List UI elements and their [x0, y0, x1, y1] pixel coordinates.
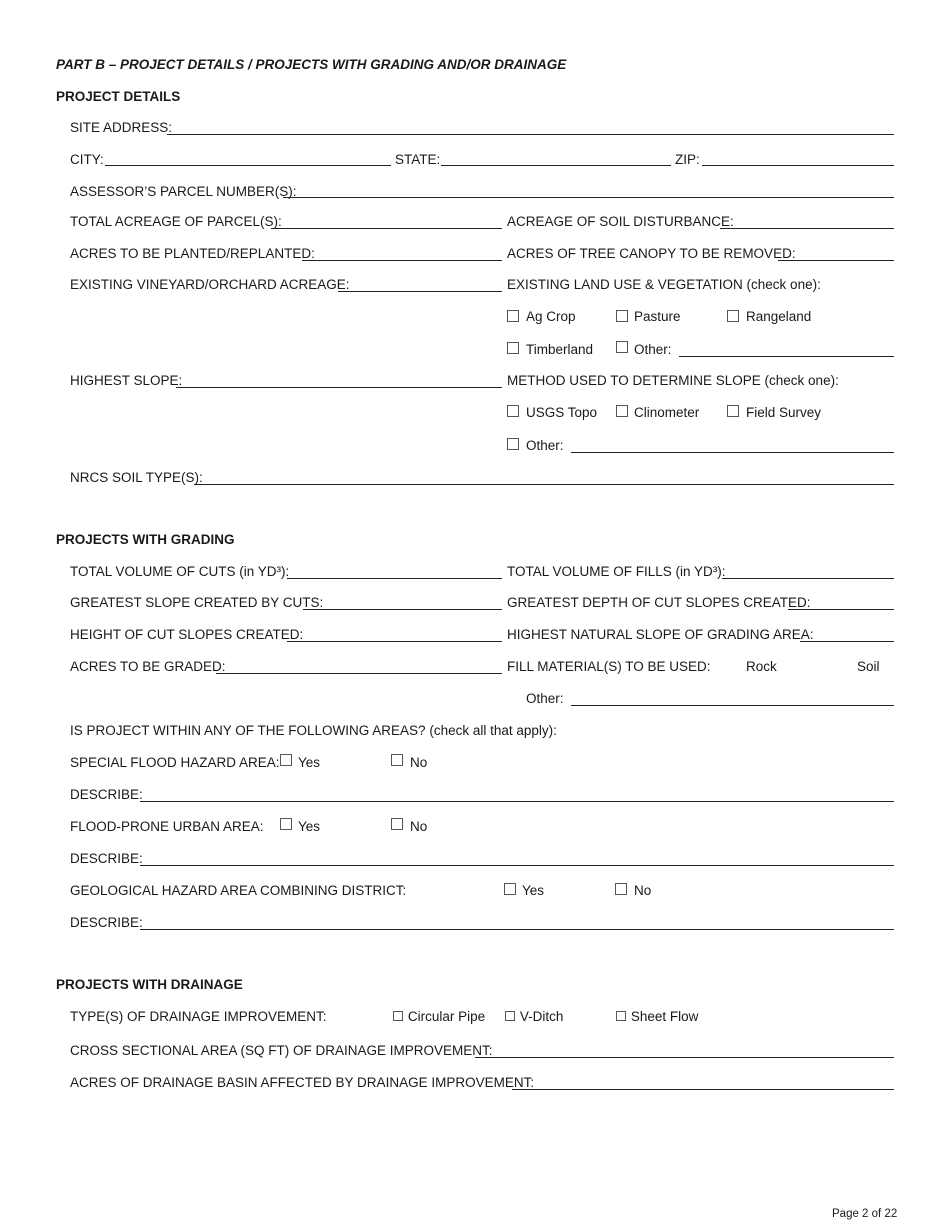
geo-hazard-describe-field[interactable] [140, 929, 894, 930]
slope-other-field[interactable] [571, 452, 894, 453]
highest-slope-label: HIGHEST SLOPE: [70, 373, 183, 388]
usgs-topo-checkbox[interactable] [507, 405, 519, 417]
flood-hazard-label: SPECIAL FLOOD HAZARD AREA: [70, 755, 280, 770]
flood-hazard-describe-label: DESCRIBE: [70, 787, 143, 802]
section-heading-drainage: PROJECTS WITH DRAINAGE [56, 977, 243, 992]
flood-urban-yes-label: Yes [298, 819, 321, 834]
soil-type-label: NRCS SOIL TYPE(S): [70, 470, 203, 485]
section-heading-grading: PROJECTS WITH GRADING [56, 532, 235, 547]
tree-canopy-label: ACRES OF TREE CANOPY TO BE REMOVED: [507, 246, 796, 261]
flood-hazard-no-checkbox[interactable] [391, 754, 403, 766]
ag-crop-label: Ag Crop [526, 309, 576, 324]
geo-hazard-no-checkbox[interactable] [615, 883, 627, 895]
greatest-slope-field[interactable] [303, 609, 502, 610]
sheet-flow-option[interactable]: ☐ Sheet Flow [615, 1009, 699, 1024]
fill-soil-option[interactable]: Soil [857, 659, 880, 674]
timberland-label: Timberland [526, 342, 594, 357]
rangeland-checkbox[interactable] [727, 310, 739, 322]
state-field[interactable] [441, 165, 671, 166]
greatest-depth-field[interactable] [788, 609, 894, 610]
tree-canopy-field[interactable] [778, 260, 894, 261]
slope-other-label: Other: [526, 438, 564, 453]
acres-graded-label: ACRES TO BE GRADED: [70, 659, 226, 674]
fill-other-label: Other: [526, 691, 564, 706]
timberland-checkbox[interactable] [507, 342, 519, 354]
cuts-volume-label: TOTAL VOLUME OF CUTS (in YD³): [70, 564, 290, 579]
highest-natural-label: HIGHEST NATURAL SLOPE OF GRADING AREA: [507, 627, 814, 642]
vineyard-label: EXISTING VINEYARD/ORCHARD ACREAGE: [70, 277, 350, 292]
acres-graded-field[interactable] [216, 673, 502, 674]
fill-other-field[interactable] [571, 705, 894, 706]
field-survey-checkbox[interactable] [727, 405, 739, 417]
geo-hazard-label: GEOLOGICAL HAZARD AREA COMBINING DISTRICT: [70, 883, 407, 898]
land-use-other-checkbox[interactable] [616, 341, 628, 353]
geo-hazard-yes-checkbox[interactable] [504, 883, 516, 895]
acres-basin-field[interactable] [512, 1089, 894, 1090]
acres-planted-label: ACRES TO BE PLANTED/REPLANTED: [70, 246, 315, 261]
cross-section-label: CROSS SECTIONAL AREA (SQ FT) OF DRAINAGE IMPROVEMENT: [70, 1043, 493, 1058]
field-survey-label: Field Survey [746, 405, 822, 420]
soil-disturbance-label: ACREAGE OF SOIL DISTURBANCE: [507, 214, 734, 229]
v-ditch-option[interactable]: ☐ V-Ditch [504, 1009, 564, 1024]
apn-label: ASSESSOR’S PARCEL NUMBER(S): [70, 184, 297, 199]
soil-disturbance-field[interactable] [720, 228, 894, 229]
flood-urban-yes-checkbox[interactable] [280, 818, 292, 830]
section-heading-project-details: PROJECT DETAILS [56, 89, 181, 104]
zip-field[interactable] [702, 165, 894, 166]
pasture-checkbox[interactable] [616, 310, 628, 322]
pasture-label: Pasture [634, 309, 681, 324]
ag-crop-checkbox[interactable] [507, 310, 519, 322]
fill-material-label: FILL MATERIAL(S) TO BE USED: [507, 659, 711, 674]
flood-urban-describe-label: DESCRIBE: [70, 851, 143, 866]
fills-volume-label: TOTAL VOLUME OF FILLS (in YD³): [507, 564, 726, 579]
greatest-depth-label: GREATEST DEPTH OF CUT SLOPES CREATED: [507, 595, 811, 610]
flood-urban-label: FLOOD-PRONE URBAN AREA: [70, 819, 264, 834]
slope-method-label: METHOD USED TO DETERMINE SLOPE (check one): [507, 373, 839, 388]
flood-hazard-yes-label: Yes [298, 755, 321, 770]
drainage-types-label: TYPE(S) OF DRAINAGE IMPROVEMENT: [70, 1009, 327, 1024]
site-address-label: SITE ADDRESS: [70, 120, 173, 135]
rangeland-label: Rangeland [746, 309, 812, 324]
vineyard-field[interactable] [338, 291, 502, 292]
land-use-other-label: Other: [634, 342, 672, 357]
flood-urban-no-checkbox[interactable] [391, 818, 403, 830]
page-title: PART B – PROJECT DETAILS / PROJECTS WITH GRADING AND/OR DRAINAGE [56, 57, 567, 72]
highest-natural-field[interactable] [800, 641, 894, 642]
total-acreage-label: TOTAL ACREAGE OF PARCEL(S): [70, 214, 282, 229]
cuts-volume-field[interactable] [287, 578, 502, 579]
land-use-label: EXISTING LAND USE & VEGETATION (check one): [507, 277, 821, 292]
areas-question: IS PROJECT WITHIN ANY OF THE FOLLOWING AREAS? (check all that apply): [70, 723, 557, 738]
flood-urban-describe-field[interactable] [140, 865, 894, 866]
acres-basin-label: ACRES OF DRAINAGE BASIN AFFECTED BY DRAINAGE IMPROVEMENT: [70, 1075, 535, 1090]
apn-field[interactable] [283, 197, 894, 198]
total-acreage-field[interactable] [271, 228, 502, 229]
cross-section-field[interactable] [475, 1057, 894, 1058]
land-use-other-field[interactable] [679, 356, 894, 357]
height-cut-label: HEIGHT OF CUT SLOPES CREATED: [70, 627, 304, 642]
slope-other-checkbox[interactable] [507, 438, 519, 450]
flood-urban-no-label: No [410, 819, 428, 834]
flood-hazard-yes-checkbox[interactable] [280, 754, 292, 766]
soil-type-field[interactable] [194, 484, 894, 485]
fill-rock-option[interactable]: Rock [746, 659, 777, 674]
usgs-topo-label: USGS Topo [526, 405, 598, 420]
greatest-slope-label: GREATEST SLOPE CREATED BY CUTS: [70, 595, 324, 610]
city-label: CITY: [70, 152, 104, 167]
highest-slope-field[interactable] [176, 387, 502, 388]
state-label: STATE: [395, 152, 441, 167]
clinometer-checkbox[interactable] [616, 405, 628, 417]
circular-pipe-option[interactable]: ☐ Circular Pipe [392, 1009, 486, 1024]
page-number: Page 2 of 22 [832, 1208, 898, 1220]
city-field[interactable] [105, 165, 391, 166]
zip-label: ZIP: [675, 152, 700, 167]
site-address-field[interactable] [167, 134, 894, 135]
geo-hazard-describe-label: DESCRIBE: [70, 915, 143, 930]
clinometer-label: Clinometer [634, 405, 700, 420]
geo-hazard-no-label: No [634, 883, 652, 898]
acres-planted-field[interactable] [302, 260, 502, 261]
geo-hazard-yes-label: Yes [522, 883, 545, 898]
fills-volume-field[interactable] [722, 578, 894, 579]
flood-hazard-describe-field[interactable] [140, 801, 894, 802]
height-cut-field[interactable] [287, 641, 502, 642]
flood-hazard-no-label: No [410, 755, 428, 770]
